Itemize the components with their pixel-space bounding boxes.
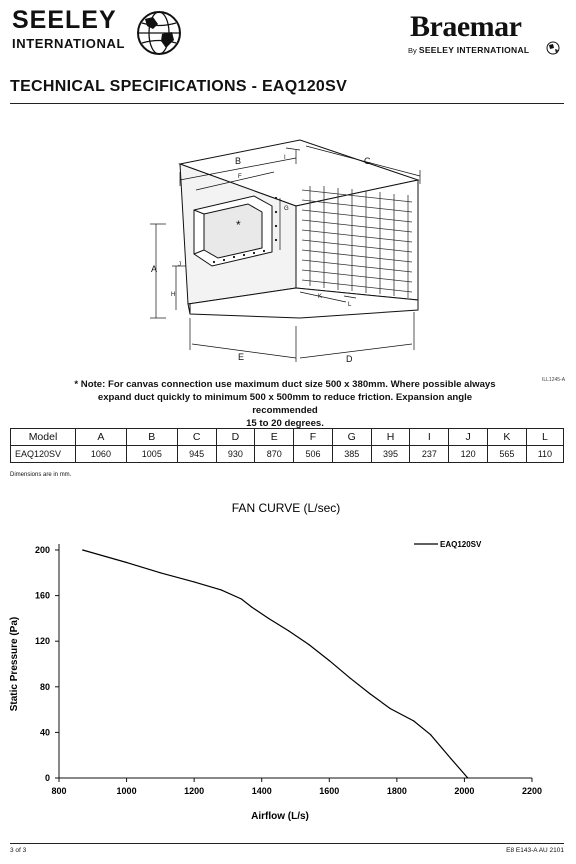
dim-label-b: B — [235, 156, 242, 166]
dim-label-f: F — [238, 174, 242, 180]
dim-label-k: K — [318, 294, 323, 300]
table-header-g: G — [332, 429, 371, 446]
y-tick-label: 0 — [44, 773, 50, 783]
table-cell-k: 565 — [488, 446, 527, 463]
fan-curve-point — [390, 708, 391, 709]
fan-curve-point — [349, 677, 350, 678]
dim-label-l: L — [348, 302, 352, 308]
x-tick-label: 2000 — [454, 786, 475, 796]
table-row — [11, 446, 564, 463]
table-header-h: H — [371, 429, 410, 446]
small-globe-icon — [546, 41, 560, 55]
x-tick-label: 1200 — [184, 786, 205, 796]
chart-title: FAN CURVE (L/sec) — [231, 501, 341, 515]
seeley-logo-subtext: INTERNATIONAL — [12, 36, 125, 51]
duct-note-line-2: expand duct quickly to minimum 500 x 500mm to reduce friction. Expansion angle recommended — [97, 392, 473, 416]
table-cell-j: 120 — [449, 446, 488, 463]
table-cell-d: 930 — [216, 446, 255, 463]
braemar-by: By — [408, 46, 417, 55]
duct-note-star: * — [236, 218, 241, 232]
table-cell-h: 395 — [371, 446, 410, 463]
table-header-model: Model — [11, 429, 76, 446]
dim-label-i: I — [284, 155, 286, 161]
braemar-logo-subtext — [408, 45, 529, 55]
fan-curve-point — [467, 777, 468, 778]
fan-curve-point — [308, 644, 309, 645]
fan-curve-point — [241, 598, 242, 599]
unit-dimension-diagram — [140, 118, 440, 374]
table-header-i: I — [410, 429, 449, 446]
x-tick-label: 1600 — [319, 786, 340, 796]
y-tick-label: 80 — [39, 681, 50, 692]
fan-curve-point — [194, 581, 195, 582]
x-tick-label: 1800 — [386, 786, 407, 796]
dimensions-table — [10, 428, 564, 463]
table-header-e: E — [255, 429, 294, 446]
dim-label-g: G — [284, 206, 289, 212]
dim-label-a: A — [151, 264, 158, 274]
fan-curve-point — [251, 606, 252, 607]
dim-label-e: E — [238, 352, 245, 362]
fan-curve-point — [288, 630, 289, 631]
duct-note — [70, 378, 500, 430]
table-header-f: F — [294, 429, 333, 446]
fan-curve-point — [82, 549, 83, 550]
document-code: E8 E143-A AU 2101 — [506, 847, 564, 854]
duct-note-line-3: 15 to 20 degrees. — [246, 418, 324, 429]
table-cell-g: 385 — [332, 446, 371, 463]
fan-curve-point — [450, 758, 451, 759]
fan-curve-line — [83, 550, 468, 778]
table-header-d: D — [216, 429, 255, 446]
table-header-row — [11, 429, 564, 446]
dim-label-d: D — [346, 354, 353, 364]
fan-curve-point — [369, 693, 370, 694]
globe-logo-icon — [136, 10, 182, 56]
seeley-logo-text: SEELEY — [12, 6, 117, 34]
fan-curve-chart — [0, 490, 576, 830]
footer-divider — [10, 843, 564, 844]
table-cell-c: 945 — [177, 446, 216, 463]
x-axis-title: Airflow (L/s) — [251, 811, 309, 822]
y-tick-label: 120 — [34, 636, 50, 647]
fan-curve-point — [126, 562, 127, 563]
table-cell-model: EAQ120SV — [11, 446, 76, 463]
table-cell-b: 1005 — [126, 446, 177, 463]
table-cell-f: 506 — [294, 446, 333, 463]
legend-entry: EAQ120SV — [440, 540, 482, 549]
table-header-j: J — [449, 429, 488, 446]
fan-curve-point — [329, 660, 330, 661]
x-tick-label: 1400 — [251, 786, 272, 796]
dimensions-unit-note: Dimensions are in mm. — [10, 472, 72, 478]
y-tick-label: 200 — [34, 545, 50, 555]
table-cell-e: 870 — [255, 446, 294, 463]
y-axis-title: Static Pressure (Pa) — [9, 616, 20, 712]
dim-label-c: C — [364, 156, 371, 166]
table-header-a: A — [76, 429, 127, 446]
table-header-b: B — [126, 429, 177, 446]
x-tick-label: 1000 — [116, 786, 137, 796]
duct-note-line-1: * Note: For canvas connection use maximum duct size 500 x 380mm. Where possible always — [74, 379, 496, 390]
fan-curve-point — [160, 572, 161, 573]
fan-curve-point — [268, 618, 269, 619]
dim-label-h: H — [171, 292, 176, 298]
y-tick-label: 160 — [34, 590, 50, 601]
drawing-reference: ILL1245-A — [542, 377, 566, 383]
fan-curve-point — [221, 589, 222, 590]
fan-curve-point — [430, 734, 431, 735]
braemar-logo-text: Braemar — [410, 10, 522, 43]
table-cell-i: 237 — [410, 446, 449, 463]
dim-label-j: J — [178, 262, 181, 268]
page-title: TECHNICAL SPECIFICATIONS - EAQ120SV — [10, 78, 348, 95]
table-cell-a: 1060 — [76, 446, 127, 463]
table-header-l: L — [526, 429, 563, 446]
x-tick-label: 2200 — [521, 786, 543, 796]
page-number: 3 of 3 — [10, 847, 27, 854]
braemar-sub-brand: SEELEY INTERNATIONAL — [418, 45, 530, 55]
table-header-c: C — [177, 429, 216, 446]
x-tick-label: 800 — [51, 786, 67, 796]
title-divider — [10, 103, 564, 104]
y-tick-label: 40 — [39, 727, 50, 738]
table-header-k: K — [488, 429, 527, 446]
table-cell-l: 110 — [526, 446, 563, 463]
fan-curve-point — [413, 720, 414, 721]
